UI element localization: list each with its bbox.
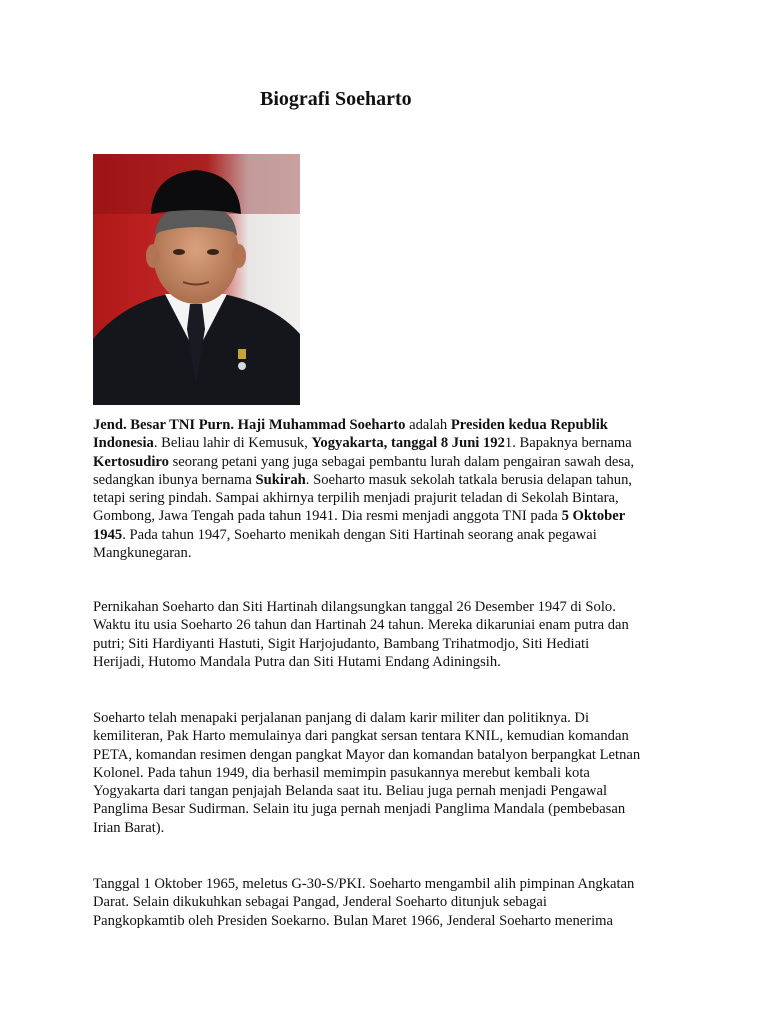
paragraph-4 <box>93 875 678 930</box>
text-line: Herijadi, Hutomo Mandala Putra dan Siti Hutami Endang Adiningsih. <box>93 653 501 670</box>
text-line: Panglima Besar Sudirman. Selain itu juga pernah menjadi Panglima Mandala (pembebasan <box>93 801 626 818</box>
text-line: Irian Barat). <box>93 819 165 836</box>
text-line: Darat. Selain dikukuhkan sebagai Pangad, Jenderal Soeharto ditunjuk sebagai <box>93 894 547 911</box>
text-line: PETA, komandan resimen dengan pangkat Mayor dan komandan batalyon berpangkat Letnan <box>93 746 641 763</box>
text-line: Pangkopkamtib oleh Presiden Soekarno. Bulan Maret 1966, Jenderal Soeharto menerima <box>93 912 613 929</box>
text-line: kemiliteran, Pak Harto memulainya dari pangkat sersan tentara KNIL, kemudian komandan <box>93 728 629 745</box>
text-line: Waktu itu usia Soeharto 26 tahun dan Hartinah 24 tahun. Mereka dikaruniai enam putra dan <box>93 617 629 634</box>
text-line: putri; Siti Hardiyanti Hastuti, Sigit Harjojudanto, Bambang Trihatmodjo, Siti Hediati <box>93 635 590 652</box>
paragraph-1: Jend. Besar TNI Purn. Haji Muhammad Soeharto adalah Presiden kedua Republik Indonesia. Beliau lahir di Kemusuk, Yogyakarta, tanggal 8 Juni 1921. Bapaknya bernama Kertosudiro seorang petani yang juga sebagai pembantu lurah dalam pengairan sawah desa, sedangkan ibunya bernama Sukirah. Soeharto masuk sekolah tatkala berusia delapan tahun, tetapi sering pindah. Sampai akhirnya terpilih menjadi prajurit teladan di Sekolah Bintara, Gombong, Jawa Tengah pada tahun 1941. Dia resmi menjadi anggota TNI pada 5 Oktober 1945. Pada tahun 1947, Soeharto menikah dengan Siti Hartinah seorang anak pegawai Mangkunegaran. <box>93 417 635 562</box>
page-title: Biografi Soeharto <box>260 88 412 110</box>
portrait-illustration <box>93 154 300 405</box>
text-line: Soeharto telah menapaki perjalanan panjang di dalam karir militer dan politiknya. Di <box>93 710 590 726</box>
paragraph-2 <box>93 598 678 671</box>
text-line: Tanggal 1 Oktober 1965, meletus G-30-S/PKI. Soeharto mengambil alih pimpinan Angkatan <box>93 876 635 892</box>
text-line: Pernikahan Soeharto dan Siti Hartinah dilangsungkan tanggal 26 Desember 1947 di Solo. <box>93 599 616 615</box>
text-line: Kolonel. Pada tahun 1949, dia berhasil memimpin pasukannya merebut kembali kota <box>93 764 590 781</box>
portrait-photo <box>93 154 300 405</box>
paragraph-3 <box>93 709 678 837</box>
text-line: Yogyakarta dari tangan penjajah Belanda saat itu. Beliau juga pernah menjadi Pengawal <box>93 783 607 800</box>
